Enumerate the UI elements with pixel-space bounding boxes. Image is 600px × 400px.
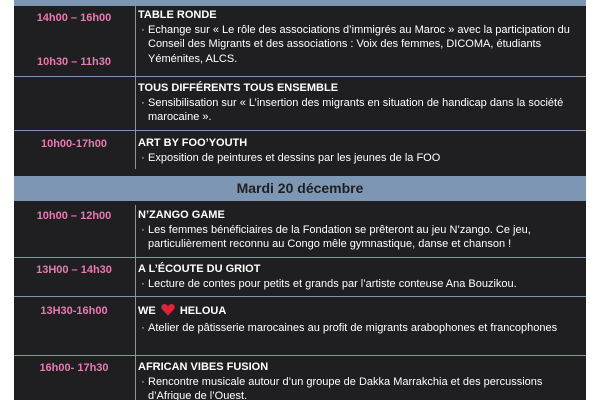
event-bullet: · Rencontre musicale autour d’un groupe de Dakka Marrakchia et des percussions d’Afrique de l’Ouest. — [138, 375, 582, 400]
day-header: Mardi 20 décembre — [14, 176, 586, 201]
column-divider — [135, 131, 136, 169]
event-content — [138, 360, 582, 400]
program-row — [14, 297, 586, 356]
event-bullet: · Atelier de pâtisserie marocaines au profit de migrants arabophones et francophones — [138, 321, 582, 336]
event-content — [138, 136, 582, 165]
event-description: Les femmes bénéficiaires de la Fondation se prêteront au jeu N’zango. Ce jeu, particulièrement reconnu au Congo mêle gymnastique, danse et chanson ! — [148, 223, 531, 250]
heart-icon — [161, 303, 175, 321]
time-slot: 14h00 – 16h00 — [36, 12, 112, 24]
event-description: Echange sur « Le rôle des associations d’immigrés au Maroc » avec la participation du Conseil des Migrants et des associations : Voix des femmes, DICOMA, étudiants Yéménites, ALCS. — [148, 23, 570, 65]
event-title-part: WE — [138, 305, 156, 317]
event-title: AFRICAN VIBES FUSION — [138, 361, 269, 373]
event-description: Exposition de peintures et dessins par les jeunes de la FOO — [148, 151, 441, 164]
event-description: Sensibilisation sur « L’insertion des migrants en situation de handicap dans la société marocaine ». — [148, 96, 564, 123]
event-description: Lecture de contes pour petits et grands par l’artiste conteuse Ana Bouzikou. — [148, 277, 517, 290]
time-slot: 13H00 – 14h30 — [36, 264, 112, 276]
time-slot: 10h30 – 11h30 — [36, 56, 111, 68]
event-bullet: · Sensibilisation sur « L’insertion des migrants en situation de handicap dans la société marocaine ». — [138, 96, 582, 125]
event-content — [138, 262, 582, 291]
program-row — [14, 77, 586, 131]
event-title: ART BY FOO’YOUTH — [138, 137, 248, 149]
event-content — [138, 81, 582, 125]
program-sheet — [14, 0, 586, 400]
event-bullet: · Les femmes bénéficiaires de la Fondation se prêteront au jeu N’zango. Ce jeu, particulièrement reconnu au Congo mêle gymnastique, danse et chanson ! — [138, 223, 582, 252]
event-title: TABLE RONDE — [138, 9, 217, 21]
event-description: Atelier de pâtisserie marocaines au profit de migrants arabophones et francophones — [148, 321, 558, 334]
event-title: N’ZANGO GAME — [138, 209, 225, 221]
time-slot: 16h00- 17h30 — [39, 362, 109, 374]
column-divider — [135, 356, 136, 400]
program-row — [14, 6, 586, 77]
column-divider — [135, 258, 136, 296]
event-content — [138, 208, 582, 252]
time-slot: 13H30-16h00 — [40, 305, 108, 317]
program-row — [14, 258, 586, 297]
time-slot: 10h00-17h00 — [40, 138, 108, 150]
column-divider — [135, 297, 136, 355]
event-title: A L’ÉCOUTE DU GRIOT — [138, 263, 261, 275]
program-row — [14, 356, 586, 400]
event-content — [138, 303, 582, 335]
event-description: Rencontre musicale autour d’un groupe de Dakka Marrakchia et des percussions d’Afrique de l’Ouest. — [148, 375, 543, 400]
event-bullet: · Exposition de peintures et dessins par les jeunes de la FOO — [138, 151, 582, 166]
event-title — [138, 303, 582, 321]
event-bullet: · Lecture de contes pour petits et grands par l’artiste conteuse Ana Bouzikou. — [138, 277, 582, 292]
time-slot: 10h00 – 12h00 — [36, 210, 112, 222]
program-row — [14, 131, 586, 169]
program-row — [14, 205, 586, 258]
event-bullet: · Echange sur « Le rôle des associations d’immigrés au Maroc » avec la participation du Conseil des Migrants et des associations : Voix des femmes, DICOMA, étudiants Yéménites, ALCS. — [138, 23, 582, 67]
column-divider — [135, 77, 136, 130]
event-content — [138, 8, 582, 66]
column-divider — [135, 205, 136, 257]
event-title: TOUS DIFFÉRENTS TOUS ENSEMBLE — [138, 82, 339, 94]
column-divider — [135, 6, 136, 76]
event-title-part: HELOUA — [179, 305, 227, 317]
